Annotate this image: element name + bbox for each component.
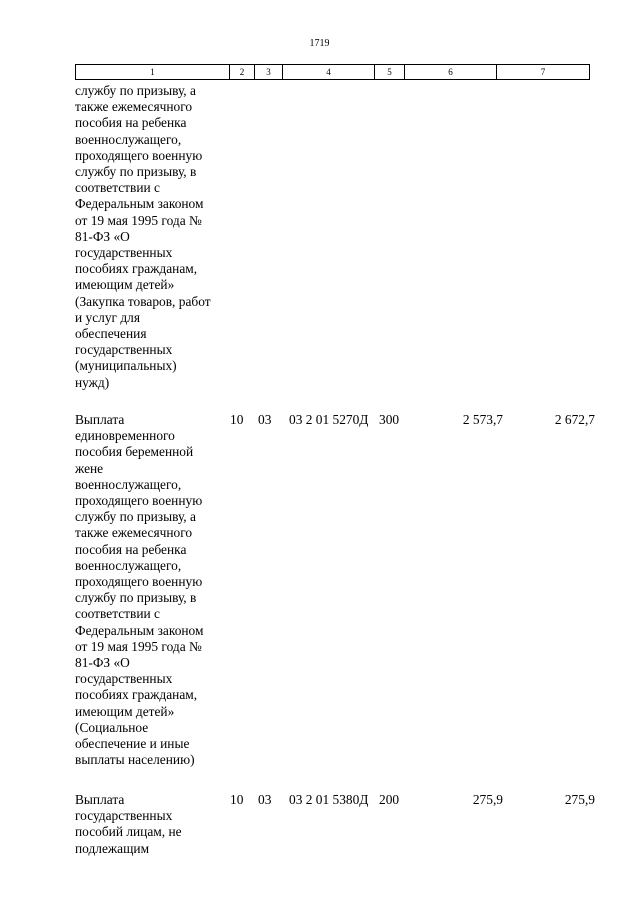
header-col-3: 3 bbox=[255, 65, 283, 80]
description-line: 81-ФЗ «О bbox=[75, 655, 130, 671]
description-line: от 19 мая 1995 года № bbox=[75, 638, 202, 654]
row-description bbox=[75, 83, 235, 391]
row-description bbox=[75, 792, 235, 857]
description-line: жене bbox=[75, 460, 104, 476]
amount-col-7: 275,9 bbox=[564, 792, 595, 807]
description-line: единовременного bbox=[75, 428, 175, 444]
description-line: военнослужащего, bbox=[75, 557, 182, 573]
description-line: (Социальное bbox=[75, 719, 149, 735]
description-line: подлежащим bbox=[75, 840, 150, 856]
description-line: соответствии с bbox=[75, 180, 160, 196]
header-col-1: 1 bbox=[76, 65, 230, 80]
description-line: обеспечение и иные bbox=[75, 736, 190, 752]
description-line: пособиях гражданам, bbox=[75, 261, 198, 277]
description-line: от 19 мая 1995 года № bbox=[75, 212, 202, 228]
description-line: пособиях гражданам, bbox=[75, 687, 198, 703]
description-line: пособий лицам, не bbox=[75, 824, 182, 840]
description-line: также ежемесячного bbox=[75, 99, 193, 115]
description-line: государственных bbox=[75, 245, 173, 261]
description-line: и услуг для bbox=[75, 309, 141, 325]
description-line: Выплата bbox=[75, 792, 125, 807]
description-line: 81-ФЗ «О bbox=[75, 228, 130, 244]
page-number: 1719 bbox=[309, 38, 330, 49]
column-number-header bbox=[75, 64, 590, 80]
header-col-5: 5 bbox=[375, 65, 405, 80]
description-line: Федеральным законом bbox=[75, 622, 204, 638]
header-row bbox=[76, 65, 590, 80]
description-line: проходящего военную bbox=[75, 147, 203, 163]
target-article-code: 03 2 01 5270Д bbox=[289, 412, 369, 427]
amount-col-6: 275,9 bbox=[472, 792, 503, 807]
section-code: 10 bbox=[230, 792, 244, 807]
description-line: Федеральным законом bbox=[75, 196, 204, 212]
amount-col-6: 2 573,7 bbox=[462, 412, 503, 427]
description-line: также ежемесячного bbox=[75, 525, 193, 541]
description-line: службу по призыву, в bbox=[75, 164, 197, 180]
description-line: проходящего военную bbox=[75, 493, 203, 509]
header-col-2: 2 bbox=[230, 65, 255, 80]
description-line: имеющим детей» bbox=[75, 703, 175, 719]
amount-col-7: 2 672,7 bbox=[554, 412, 595, 427]
description-line: обеспечения bbox=[75, 326, 147, 342]
description-line: военнослужащего, bbox=[75, 476, 182, 492]
description-line: государственных bbox=[75, 808, 173, 824]
description-line: Выплата bbox=[75, 412, 125, 427]
description-line: пособия на ребенка bbox=[75, 115, 187, 131]
header-col-6: 6 bbox=[405, 65, 497, 80]
row-description bbox=[75, 412, 235, 768]
description-line: военнослужащего, bbox=[75, 131, 182, 147]
description-line: нужд) bbox=[75, 374, 110, 390]
description-line: проходящего военную bbox=[75, 574, 203, 590]
subsection-code: 03 bbox=[258, 412, 272, 427]
header-col-7: 7 bbox=[497, 65, 590, 80]
description-line: пособия беременной bbox=[75, 444, 194, 460]
description-line: пособия на ребенка bbox=[75, 541, 187, 557]
expense-type-code: 300 bbox=[379, 412, 400, 427]
description-line: имеющим детей» bbox=[75, 277, 175, 293]
description-line: службу по призыву, в bbox=[75, 590, 197, 606]
header-col-4: 4 bbox=[283, 65, 375, 80]
target-article-code: 03 2 01 5380Д bbox=[289, 792, 369, 807]
description-line: государственных bbox=[75, 342, 173, 358]
description-line: (Закупка товаров, работ bbox=[75, 293, 211, 309]
subsection-code: 03 bbox=[258, 792, 272, 807]
description-line: службу по призыву, а bbox=[75, 509, 196, 525]
expense-type-code: 200 bbox=[379, 792, 400, 807]
description-line: государственных bbox=[75, 671, 173, 687]
description-line: (муниципальных) bbox=[75, 358, 177, 374]
description-line: выплаты населению) bbox=[75, 752, 195, 768]
description-line: соответствии с bbox=[75, 606, 160, 622]
section-code: 10 bbox=[230, 412, 244, 427]
description-line: службу по призыву, а bbox=[75, 83, 196, 98]
